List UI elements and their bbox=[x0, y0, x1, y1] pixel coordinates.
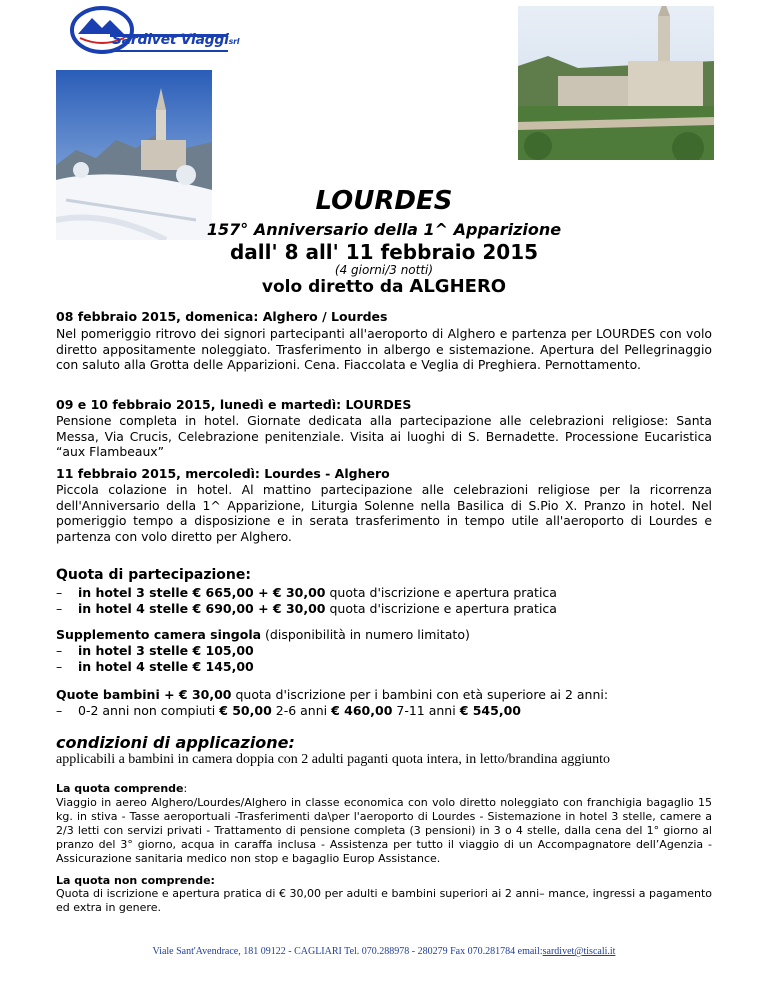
supplement-title: Supplemento camera singola (disponibilità in numero limitato) bbox=[56, 627, 470, 642]
page-title: LOURDES bbox=[315, 186, 453, 216]
quota-item: – in hotel 3 stelle € 665,00 + € 30,00 quota d'iscrizione e apertura pratica bbox=[56, 585, 557, 600]
kids-prices: – 0-2 anni non compiuti € 50,00 2-6 anni € 460,00 7-11 anni € 545,00 bbox=[56, 703, 521, 718]
day1-title: 08 febbraio 2015, domenica: Alghero / Lourdes bbox=[56, 309, 388, 324]
page-subtitle: 157° Anniversario della 1^ Apparizione bbox=[206, 220, 562, 239]
supplement-item: – in hotel 4 stelle € 145,00 bbox=[56, 659, 254, 674]
trip-dates: dall' 8 all' 11 febbraio 2015 bbox=[229, 240, 539, 264]
supplement-item: – in hotel 3 stelle € 105,00 bbox=[56, 643, 254, 658]
footer-contacts: Viale Sant'Avendrace, 181 09122 - CAGLIARI Tel. 070.288978 - 280279 Fax 070.281784 email:sardivet@tiscali.it bbox=[152, 946, 616, 957]
day2-title: 09 e 10 febbraio 2015, lunedì e martedì: LOURDES bbox=[56, 397, 412, 412]
basilica-photo bbox=[518, 6, 714, 160]
kids-title: Quote bambini + € 30,00 quota d'iscrizione per i bambini con età superiore ai 2 anni: bbox=[56, 687, 609, 702]
includes-text: Viaggio in aereo Alghero/Lourdes/Alghero in classe economica con volo diretto noleggiato con franchigia bagaglio 15 kg. in stiva - Tasse aeroportuali -Trasferimenti da\per l'aeroporto di Lourdes - Sistemazione in hotel 3 stelle, camere a 2/3 letti con servizi privati - Trattamento di pensione completa (3 pensioni) in 3 o 4 stelle, dalla cena del 1° giorno al pranzo del 3° giorno, acqua in caraffa inclusa - Assistenza per tutto il viaggio di un Accompagnatore dell’Agenzia - Assicurazione sanitaria medico non stop e bagaglio Europ Assistance. bbox=[56, 796, 712, 865]
trip-duration: (4 giorni/3 notti) bbox=[334, 263, 434, 277]
conditions-text: applicabili a bambini in camera doppia con 2 adulti paganti quota intera, in letto/brandina aggiunto bbox=[56, 752, 610, 767]
includes-title: La quota comprende: bbox=[56, 782, 188, 795]
day3-title: 11 febbraio 2015, mercoledì: Lourdes - Alghero bbox=[56, 466, 390, 481]
flight-info: volo diretto da ALGHERO bbox=[261, 276, 507, 297]
conditions-title: condizioni di applicazione: bbox=[56, 733, 295, 752]
day3-text: Piccola colazione in hotel. Al mattino partecipazione alle celebrazioni religiose per la ricorrenza dell'Anniversario della 1^ Apparizione, Liturgia Solenne nella Basilica di S.Pio X. Pranzo in hotel. Nel pomeriggio tempo a disposizione e in serata trasferimento in tempo utile all'aeroporto di Lourdes e partenza con volo diretto per Alghero. bbox=[56, 482, 712, 544]
day2-text: Pensione completa in hotel. Giornate dedicata alla partecipazione alle celebrazioni religiose: Santa Messa, Via Crucis, Celebrazione penitenziale. Visita ai luoghi di S. Bernadette. Processione Eucaristica “aux Flambeaux” bbox=[56, 413, 712, 459]
quota-title: Quota di partecipazione: bbox=[56, 567, 251, 583]
email-link[interactable]: sardivet@tiscali.it bbox=[542, 946, 616, 957]
excludes-text: Quota di iscrizione e apertura pratica di € 30,00 per adulti e bambini superiori ai 2 anni– mance, ingressi a pagamento ed extra in genere. bbox=[56, 887, 712, 914]
logo-text: Sardivet Viaggisrl bbox=[112, 32, 240, 48]
day1-text: Nel pomeriggio ritrovo dei signori partecipanti all'aeroporto di Alghero e partenza per LOURDES con volo diretto appositamente noleggiato. Trasferimento in albergo e sistemazione. Apertura del Pellegrinaggio con saluto alla Grotta delle Apparizioni. Cena. Fiaccolata e Veglia di Preghiera. Pernottamento. bbox=[56, 326, 712, 372]
excludes-title: La quota non comprende: bbox=[56, 874, 215, 887]
quota-item: – in hotel 4 stelle € 690,00 + € 30,00 quota d'iscrizione e apertura pratica bbox=[56, 601, 557, 616]
